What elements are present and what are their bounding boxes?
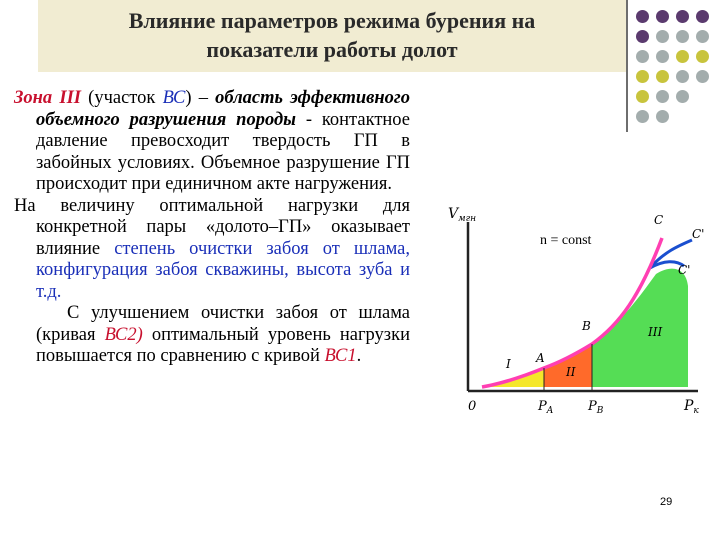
decorative-dot (636, 110, 649, 123)
text-segment: (участок (80, 88, 163, 108)
text-segment: ) – (185, 88, 216, 108)
page-number: 29 (660, 496, 673, 508)
title-line-2: показатели работы долот (206, 37, 458, 62)
point-label-c-prime-lower: C' (678, 263, 691, 277)
decorative-dot (636, 90, 649, 103)
tick-label-pb: $P_B$ (588, 399, 604, 416)
paragraph-cleaning (14, 303, 410, 368)
decorative-dot (656, 110, 669, 123)
decorative-dot (656, 50, 669, 63)
point-label-c: C (654, 213, 664, 227)
decorative-dot (656, 10, 669, 23)
decorative-dot (636, 70, 649, 83)
decorative-dot (676, 30, 689, 43)
decorative-dot (676, 90, 689, 103)
zone-label: Зона III (14, 88, 81, 108)
text-segment: На величину оптимальной нагрузки для конкретной пары «долото–ГП» оказывает влияние (14, 195, 410, 259)
zone-label-iii: III (648, 325, 663, 339)
slide-title (38, 6, 626, 64)
decorative-dot (636, 10, 649, 23)
segment-bc: ВС (162, 88, 186, 108)
point-label-c-prime-upper: C' (692, 227, 705, 241)
decorative-dot (656, 30, 669, 43)
paragraph-optimal-load (14, 196, 410, 304)
point-label-a: A (536, 351, 545, 365)
text-segment: - контактное давление превосходит твердость ГП в забойных условиях. Объемное разрушение ГП происходит при единичном акте нагружения. (36, 109, 410, 194)
decorative-dot (656, 70, 669, 83)
text-segment: оптимальный уровень нагрузки повышается по сравнению с кривой (36, 324, 410, 366)
zone-label-i: I (506, 357, 511, 371)
zone-label-ii: II (566, 365, 576, 379)
x-axis-label: $P_к$ (684, 398, 699, 416)
curve-bc1: ВС1 (324, 346, 357, 366)
origin-label: 0 (468, 399, 477, 414)
decorative-dot (676, 10, 689, 23)
divider-line (626, 0, 628, 132)
tick-label-pa: $P_A$ (538, 399, 554, 416)
decorative-dot (696, 10, 709, 23)
slide-body (14, 88, 410, 368)
y-axis-label: $V_{мгн}$ (448, 206, 477, 224)
blue-text: степень очистки забоя от шлама, (114, 238, 410, 259)
decorative-dot (696, 70, 709, 83)
paragraph-zone-3 (14, 88, 410, 196)
decorative-dot (636, 30, 649, 43)
decorative-dot (696, 30, 709, 43)
decorative-dot (676, 70, 689, 83)
zone-definition: область эффективного объемного разрушения породы (36, 88, 410, 130)
decorative-dot (656, 90, 669, 103)
drilling-diagram (440, 196, 710, 446)
decorative-dot (636, 50, 649, 63)
text-segment: . (356, 346, 362, 366)
point-label-b: B (582, 319, 591, 333)
text-segment: С улучшением очистки забоя от шлама (кривая (36, 303, 411, 345)
decorative-dot (696, 50, 709, 63)
curve-bc2: ВС2) (104, 324, 143, 345)
decorative-dot (676, 50, 689, 63)
title-line-1: Влияние параметров режима бурения на (128, 8, 536, 33)
blue-text-cont: конфигурация забоя скважины, высота зуба и т.д. (36, 260, 410, 302)
chart-annotation: n = const (540, 233, 592, 248)
